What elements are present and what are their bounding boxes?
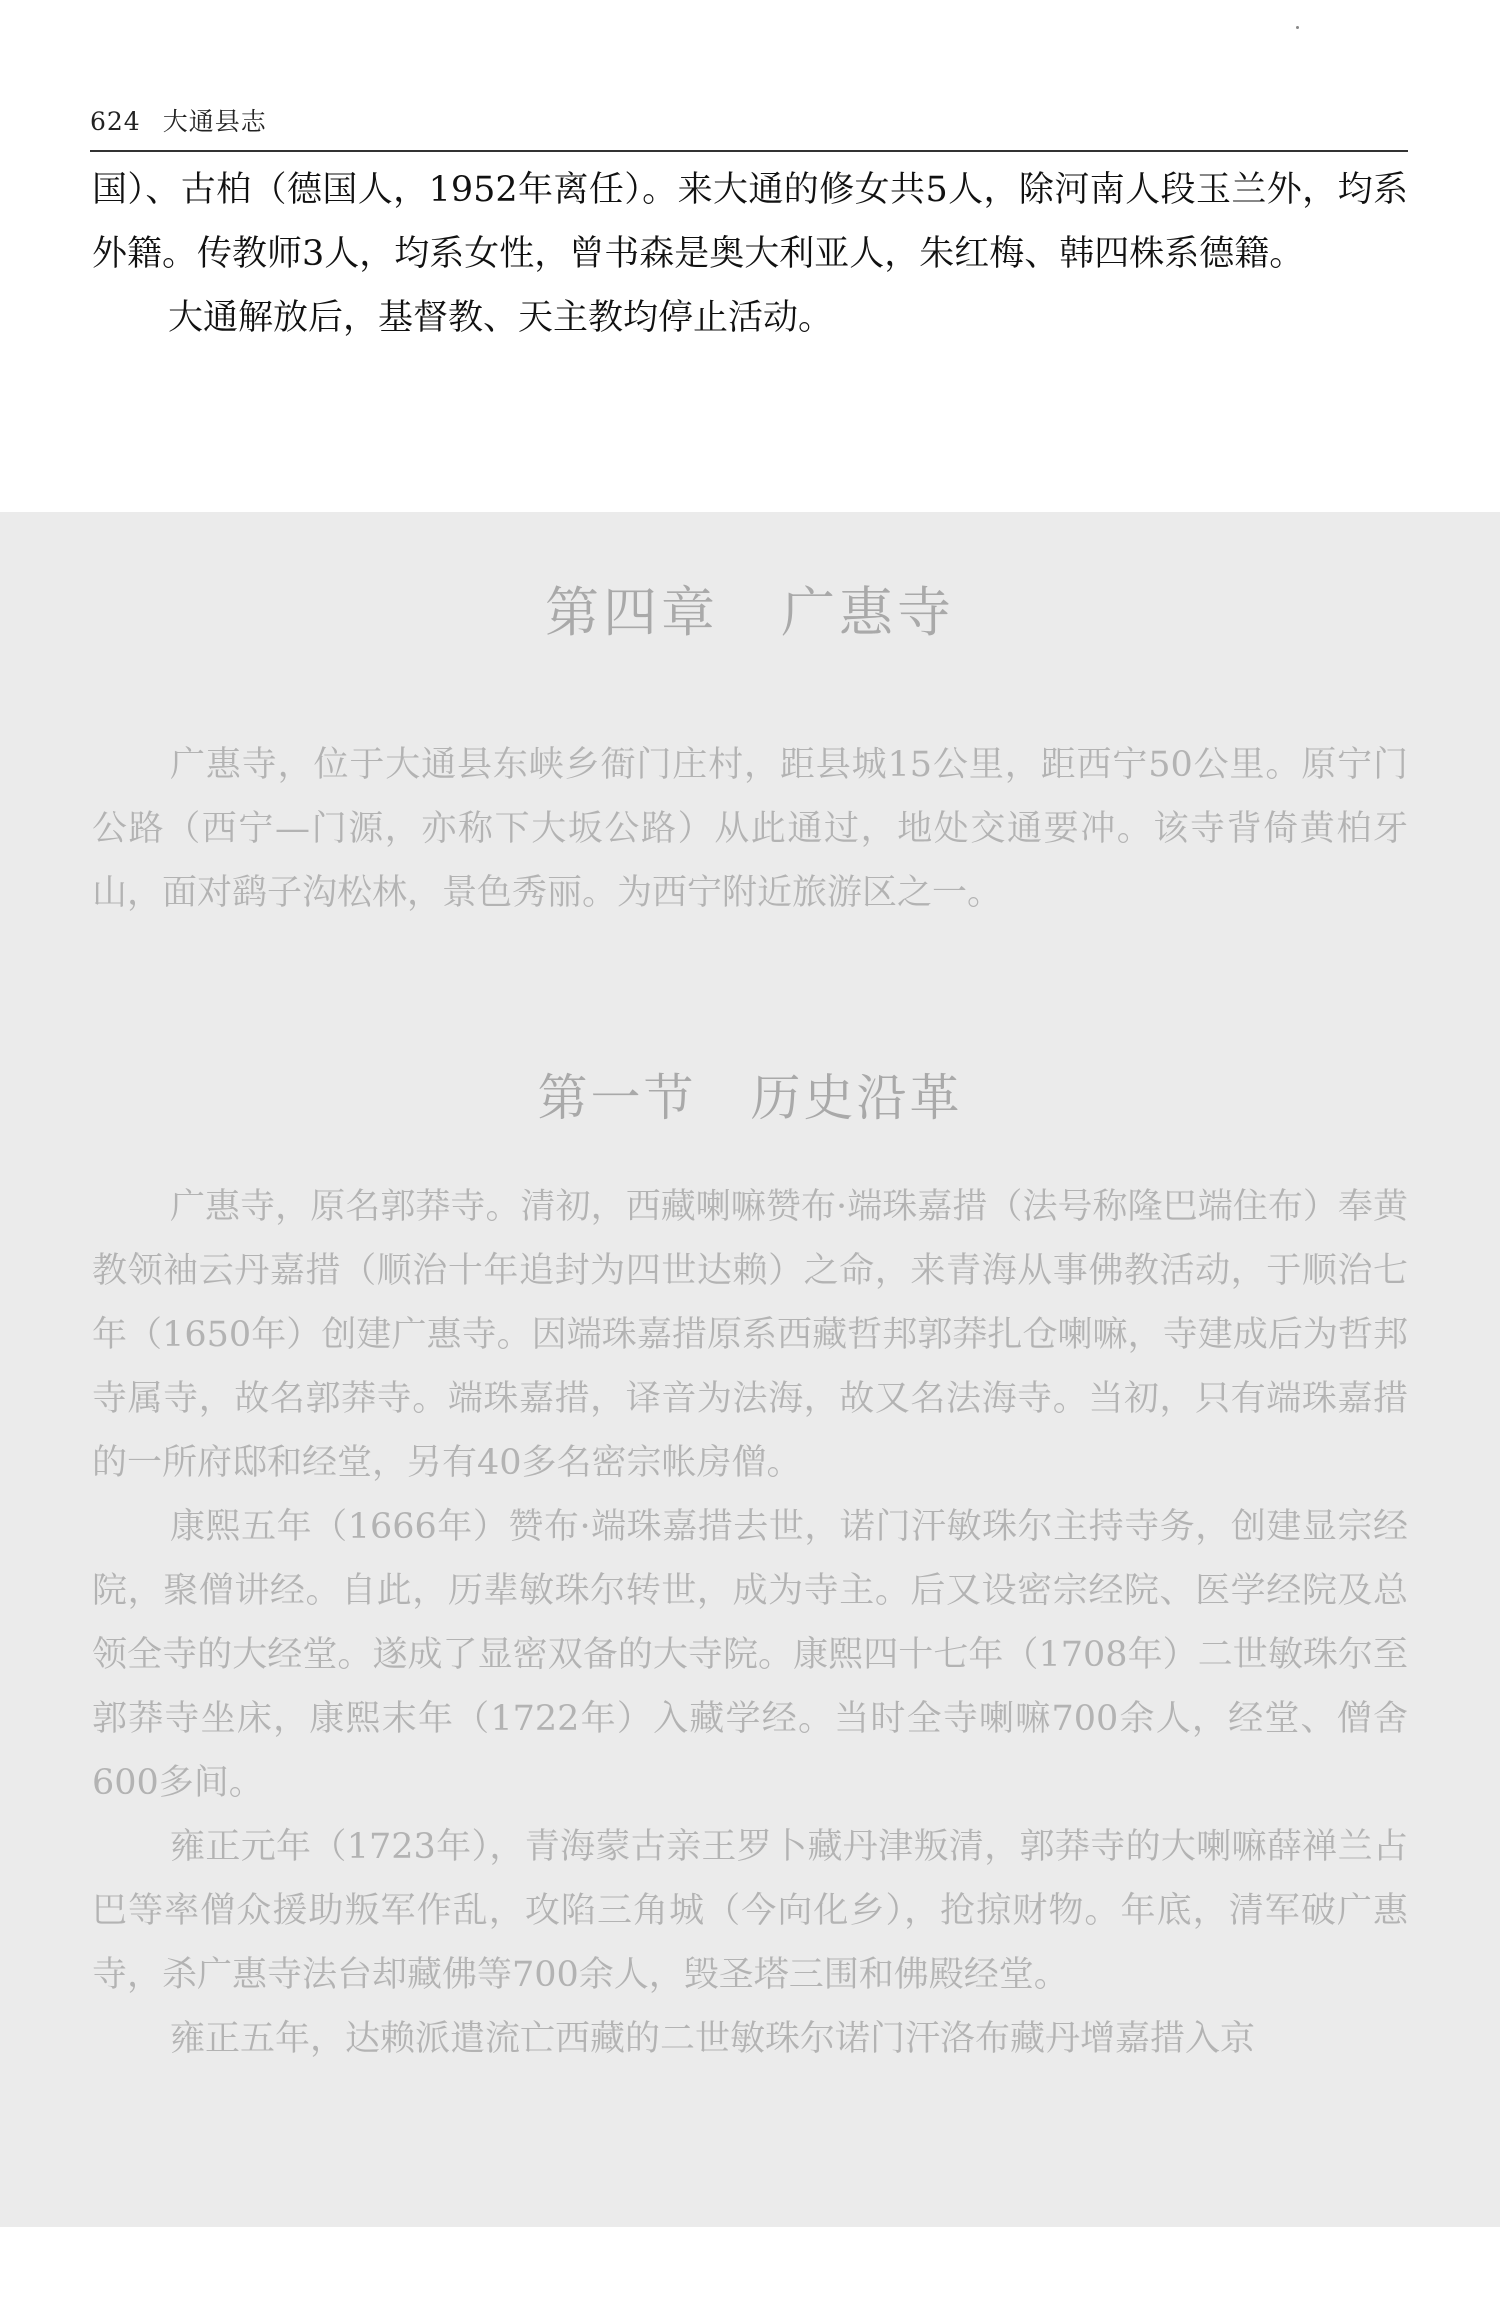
paragraph: 广惠寺，位于大通县东峡乡衙门庄村，距县城15公里，距西宁50公里。原宁门公路（西宁—门源，亦称下大坂公路）从此通过，地处交通要冲。该寺背倚黄柏牙山，面对鹞子沟松林，景色秀丽。为西宁附近旅游区之一。 xyxy=(92,745,1408,913)
paragraph: 广惠寺，原名郭莽寺。清初，西藏喇嘛赞布·端珠嘉措（法号称隆巴端住布）奉黄教领袖云丹嘉措（顺治十年追封为四世达赖）之命，来青海从事佛教活动，于顺治七年（1650年）创建广惠寺。因端珠嘉措原系西藏哲邦郭莽扎仓喇嘛，寺建成后为哲邦寺属寺，故名郭莽寺。端珠嘉措，译音为法海，故又名法海寺。当初，只有端珠嘉措的一所府邸和经堂，另有40多名密宗帐房僧。 xyxy=(92,1187,1408,1483)
paragraph: 雍正五年，达赖派遣流亡西藏的二世敏珠尔诺门汗洛布藏丹增嘉措入京 xyxy=(170,2019,1256,2059)
running-header xyxy=(90,102,267,138)
paragraph: 雍正元年（1723年），青海蒙古亲王罗卜藏丹津叛清，郭莽寺的大喇嘛薛禅兰占巴等率僧众援助叛军作乱，攻陷三角城（今向化乡），抢掠财物。年底，清军破广惠寺，杀广惠寺法台却藏佛等700余人，毁圣塔三围和佛殿经堂。 xyxy=(92,1827,1408,1995)
section-title: 历史沿革 xyxy=(750,1069,963,1127)
chapter-heading xyxy=(0,570,1500,647)
section-number: 第一节 xyxy=(537,1069,697,1127)
paragraph: 国）、古柏（德国人，1952年离任）。来大通的修女共5人，除河南人段玉兰外，均系外籍。传教师3人，均系女性，曾书森是奥大利亚人，朱红梅、韩四株系德籍。 xyxy=(92,170,1408,274)
chapter-number: 第四章 xyxy=(545,581,719,644)
paragraph: 康熙五年（1666年）赞布·端珠嘉措去世，诺门汗敏珠尔主持寺务，创建显宗经院，聚僧讲经。自此，历辈敏珠尔转世，成为寺主。后又设密宗经院、医学经院及总领全寺的大经堂。遂成了显密双备的大寺院。康熙四十七年（1708年）二世敏珠尔至郭莽寺坐床，康熙末年（1722年）入藏学经。当时全寺喇嘛700余人，经堂、僧舍600多间。 xyxy=(92,1507,1408,1803)
header-rule xyxy=(90,150,1408,152)
chapter-intro xyxy=(92,733,1408,925)
page-number: 624 xyxy=(90,107,141,136)
paragraph: 大通解放后，基督教、天主教均停止活动。 xyxy=(168,298,834,338)
section-body xyxy=(92,1175,1408,2071)
scan-speck xyxy=(1296,26,1299,29)
section-heading xyxy=(0,1058,1500,1130)
top-text-block xyxy=(92,158,1408,350)
book-title: 大通县志 xyxy=(162,107,267,136)
chapter-title: 广惠寺 xyxy=(781,581,955,644)
